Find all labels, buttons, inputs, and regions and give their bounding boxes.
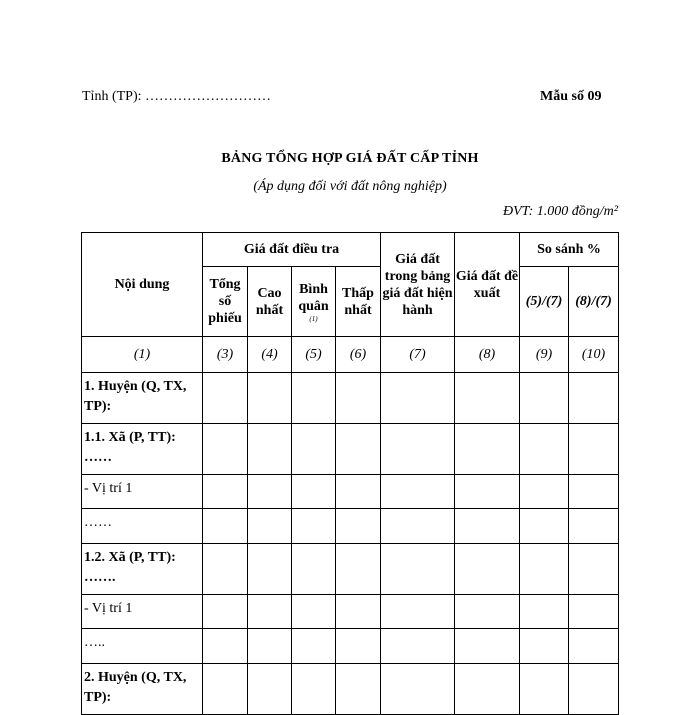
index-cell: (4) (248, 337, 292, 373)
index-cell: (8) (455, 337, 520, 373)
index-cell: (3) (203, 337, 248, 373)
header-lowest: Thấp nhất (336, 267, 381, 337)
header-average (292, 267, 336, 337)
header-proposed-price: Giá đất đề xuất (455, 233, 520, 337)
row-label: …… (82, 509, 203, 544)
table-row (82, 664, 619, 715)
average-footnote-marker: (1) (309, 314, 318, 323)
price-summary-table (81, 232, 619, 715)
index-cell: (1) (82, 337, 203, 373)
header-total-forms: Tổng số phiếu (203, 267, 248, 337)
row-label: 2. Huyện (Q, TX, TP): (82, 664, 203, 715)
row-label: - Vị trí 1 (82, 475, 203, 509)
province-label: Tỉnh (TP): ……………………… (82, 89, 271, 104)
document-title: BẢNG TỔNG HỢP GIÁ ĐẤT CẤP TỈNH (221, 151, 479, 166)
table-row (82, 373, 619, 424)
row-label: 1.2. Xã (P, TT): ……. (82, 544, 203, 595)
table-row (82, 424, 619, 475)
row-label: 1. Huyện (Q, TX, TP): (82, 373, 203, 424)
header-highest: Cao nhất (248, 267, 292, 337)
header-average-label: Bình quân (298, 281, 329, 314)
unit-label: ĐVT: 1.000 đồng/m² (502, 204, 618, 219)
header-compare-5-7: (5)/(7) (520, 267, 569, 337)
header-compare-8-7: (8)/(7) (569, 267, 619, 337)
row-label: - Vị trí 1 (82, 595, 203, 629)
header-content: Nội dung (82, 233, 203, 337)
row-label: ….. (82, 629, 203, 664)
table-row (82, 629, 619, 664)
header-survey-price: Giá đất điều tra (203, 233, 381, 267)
form-number: Mẫu số 09 (540, 89, 602, 104)
index-cell: (9) (520, 337, 569, 373)
index-row (82, 337, 619, 373)
index-cell: (5) (292, 337, 336, 373)
table-row (82, 544, 619, 595)
table-row (82, 595, 619, 629)
header-current-price: Giá đất trong bảng giá đất hiện hành (381, 233, 455, 337)
index-cell: (6) (336, 337, 381, 373)
table-row (82, 475, 619, 509)
table-row (82, 509, 619, 544)
row-label: 1.1. Xã (P, TT): …… (82, 424, 203, 475)
index-cell: (10) (569, 337, 619, 373)
index-cell: (7) (381, 337, 455, 373)
document-subtitle: (Áp dụng đối với đất nông nghiệp) (253, 179, 447, 194)
header-compare: So sánh % (520, 233, 619, 267)
